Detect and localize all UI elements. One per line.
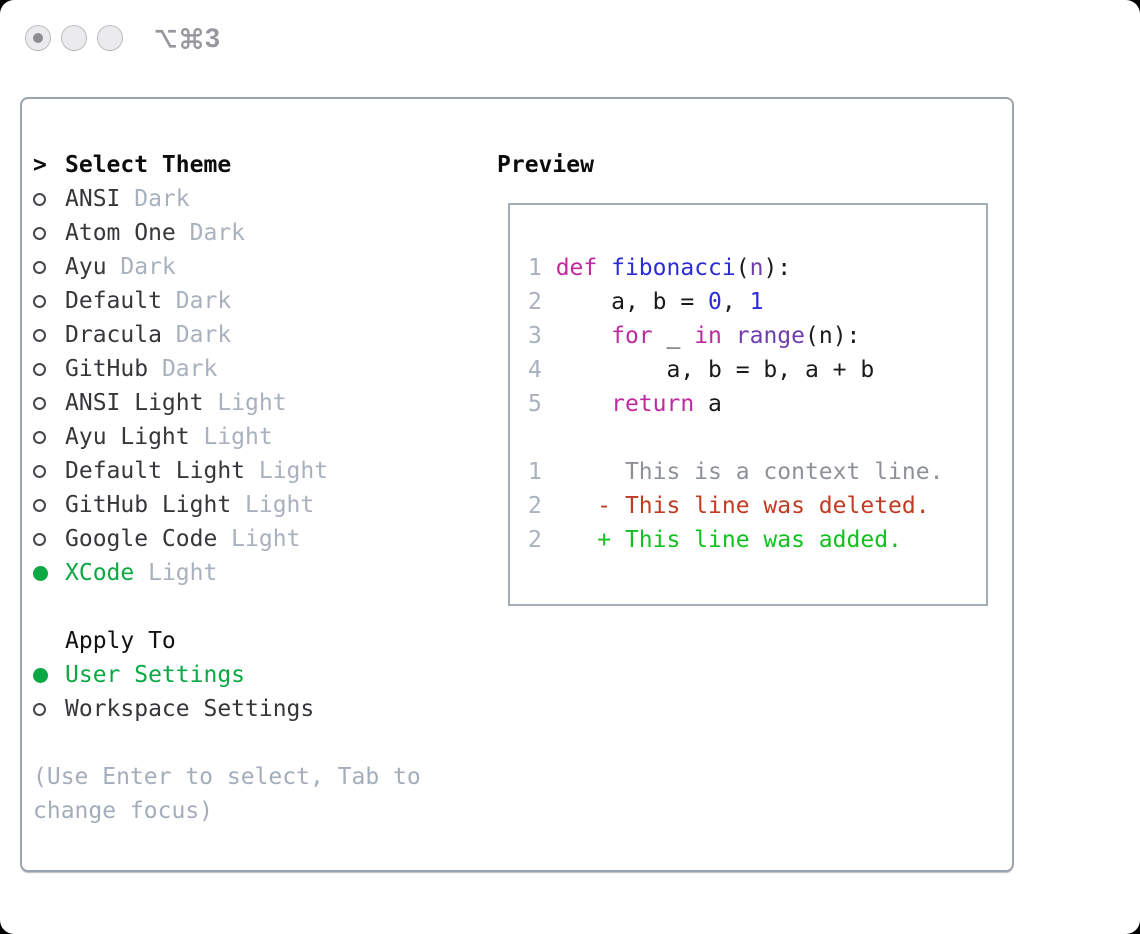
item-label: ANSI: [65, 186, 121, 212]
code-token: [556, 323, 611, 349]
line-number: 1: [528, 459, 542, 485]
preview-box: [508, 203, 988, 606]
theme-item-xcode[interactable]: [33, 556, 438, 590]
theme-item-atom-one[interactable]: [33, 216, 438, 250]
radio-unselected-icon: [33, 397, 46, 410]
theme-item-github-light[interactable]: [33, 488, 438, 522]
diff-text: - This line was deleted.: [541, 493, 930, 519]
diff-line-context: [528, 455, 986, 489]
item-variant-tag: Light: [203, 390, 287, 416]
item-variant-tag: Dark: [161, 288, 232, 314]
code-line: [528, 319, 986, 353]
code-token: ,: [721, 289, 750, 315]
item-label: Default: [65, 288, 162, 314]
line-number: 2: [528, 527, 542, 553]
item-label: Dracula: [65, 322, 162, 348]
apply-option-workspace-settings[interactable]: [33, 692, 438, 726]
code-line: [528, 251, 986, 285]
item-label: Atom One: [65, 220, 176, 246]
zoom-button[interactable]: [97, 25, 123, 51]
code-token: 1: [749, 289, 764, 315]
item-label: User Settings: [65, 662, 246, 688]
code-token: [556, 391, 611, 417]
spacer: [33, 726, 438, 760]
item-variant-tag: Dark: [175, 220, 246, 246]
close-dot-icon: [33, 33, 43, 43]
theme-item-github[interactable]: [33, 352, 438, 386]
code-token: (: [735, 255, 750, 281]
radio-unselected-icon: [33, 227, 46, 240]
code-token: 0: [708, 289, 722, 315]
line-number: 3: [528, 323, 556, 349]
radio-unselected-icon: [33, 703, 46, 716]
diff-text: This is a context line.: [541, 459, 944, 485]
item-label: Ayu: [65, 254, 107, 280]
code-token: (n):: [805, 323, 861, 349]
radio-unselected-icon: [33, 533, 46, 546]
theme-item-ayu[interactable]: [33, 250, 438, 284]
apply-list: [33, 658, 438, 726]
cursor-chevron-icon: >: [33, 152, 47, 178]
item-variant-tag: Light: [134, 560, 218, 586]
select-theme-header: [33, 148, 438, 182]
line-number: 2: [528, 493, 542, 519]
radio-unselected-icon: [33, 193, 46, 206]
code-token: ):: [763, 255, 792, 281]
item-variant-tag: Dark: [161, 322, 232, 348]
preview-title: Preview: [497, 152, 594, 178]
code-token: [722, 323, 736, 349]
radio-unselected-icon: [33, 499, 46, 512]
item-variant-tag: Dark: [148, 356, 218, 382]
line-number: 2: [528, 289, 556, 315]
code-token: def: [555, 255, 598, 281]
line-number: 5: [528, 391, 556, 417]
code-token: fibonacci: [611, 255, 736, 281]
item-variant-tag: Light: [217, 526, 301, 552]
line-number: 4: [528, 357, 556, 383]
item-label: Workspace Settings: [65, 696, 315, 722]
item-variant-tag: Dark: [106, 254, 176, 280]
option-key-icon: [153, 26, 178, 51]
radio-selected-icon: [33, 668, 48, 683]
code-token: a: [694, 391, 722, 417]
code-token: for: [611, 323, 653, 349]
shortcut-number: 3: [205, 23, 221, 53]
diff-text: + This line was added.: [541, 527, 902, 553]
radio-unselected-icon: [33, 329, 46, 342]
radio-unselected-icon: [33, 431, 46, 444]
code-token: a, b = b, a + b: [555, 357, 875, 383]
command-key-icon: [179, 26, 204, 51]
code-token: a, b =: [555, 289, 709, 315]
item-label: Ayu Light: [65, 424, 190, 450]
select-theme-title: Select Theme: [65, 152, 232, 178]
code-token: _: [652, 323, 695, 349]
radio-selected-icon: [33, 566, 48, 581]
theme-item-default[interactable]: [33, 284, 438, 318]
minimize-button[interactable]: [61, 25, 87, 51]
theme-item-google-code[interactable]: [33, 522, 438, 556]
theme-item-ayu-light[interactable]: [33, 420, 438, 454]
keyboard-shortcut: [153, 24, 220, 52]
theme-selector-panel: [20, 97, 1014, 872]
apply-to-header: [33, 624, 438, 658]
titlebar: [25, 24, 220, 52]
item-label: ANSI Light: [65, 390, 204, 416]
theme-item-ansi-light[interactable]: [33, 386, 438, 420]
help-text: (Use Enter to select, Tab to change focus): [33, 764, 421, 824]
code-line: [528, 353, 986, 387]
close-button[interactable]: [25, 25, 51, 51]
code-token: range: [735, 323, 805, 349]
diff-line-added: [528, 523, 986, 557]
code-block: [528, 251, 986, 557]
diff-line-deleted: [528, 489, 986, 523]
code-line: [528, 285, 986, 319]
item-label: Default Light: [65, 458, 246, 484]
item-label: GitHub Light: [65, 492, 232, 518]
radio-unselected-icon: [33, 261, 46, 274]
item-variant-tag: Dark: [120, 186, 190, 212]
blank-line: [528, 421, 986, 455]
spacer: [33, 590, 438, 624]
item-variant-tag: Light: [245, 458, 329, 484]
item-label: GitHub: [65, 356, 149, 382]
theme-item-ansi[interactable]: [33, 182, 438, 216]
item-label: XCode: [65, 560, 135, 586]
radio-unselected-icon: [33, 295, 46, 308]
line-number: 1: [528, 255, 556, 281]
item-variant-tag: Light: [231, 492, 315, 518]
radio-unselected-icon: [33, 363, 46, 376]
code-token: [597, 255, 611, 281]
code-line: [528, 387, 986, 421]
theme-item-default-light[interactable]: [33, 454, 438, 488]
theme-column: [33, 148, 438, 828]
item-label: Google Code: [65, 526, 218, 552]
radio-unselected-icon: [33, 465, 46, 478]
item-variant-tag: Light: [189, 424, 273, 450]
code-token: in: [694, 323, 722, 349]
theme-list: [33, 182, 438, 590]
code-token: n: [749, 255, 764, 281]
apply-option-user-settings[interactable]: [33, 658, 438, 692]
code-token: return: [611, 391, 695, 417]
theme-item-dracula[interactable]: [33, 318, 438, 352]
apply-to-title: Apply To: [65, 628, 176, 654]
